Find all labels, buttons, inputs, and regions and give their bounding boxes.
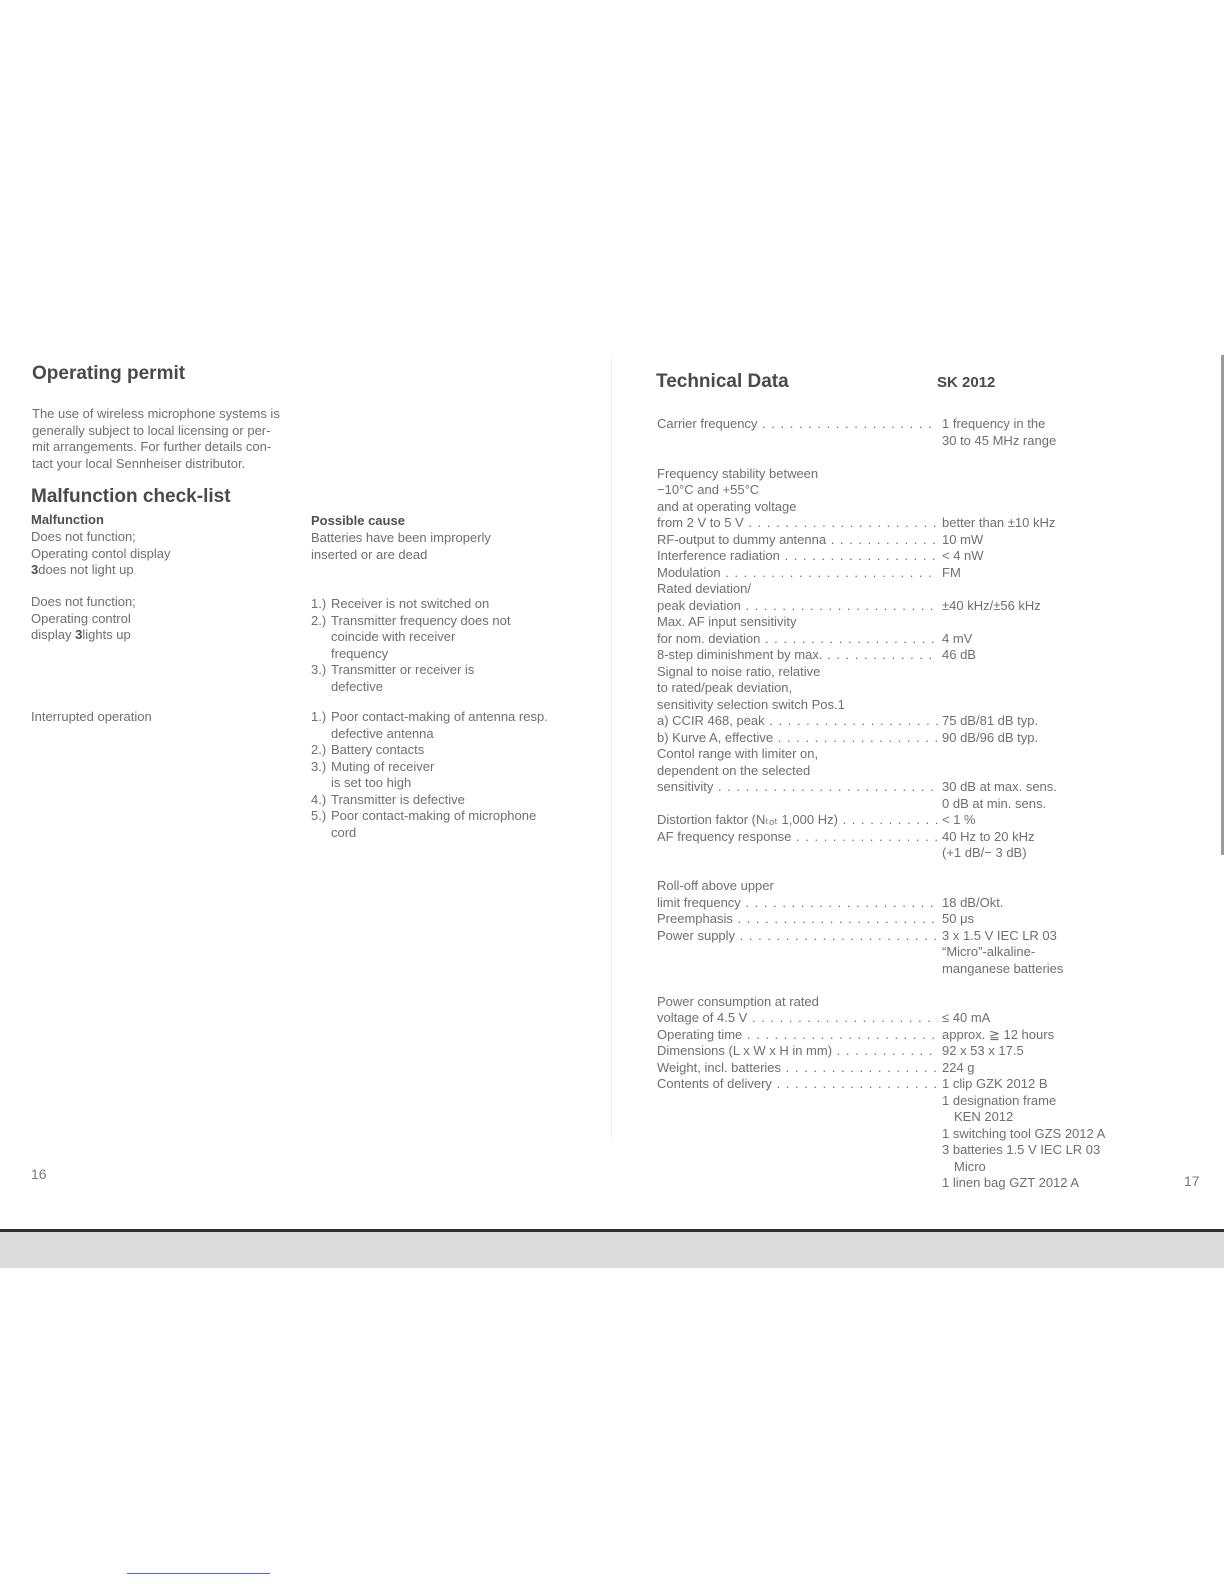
text-line (31, 627, 291, 644)
spec-label (657, 730, 938, 747)
spec-label-line: Preemphasis . . . (657, 911, 938, 928)
cause-list (311, 709, 581, 841)
spec-value-line: 1 frequency in the (942, 416, 1046, 431)
spec-value-line: 40 Hz to 20 kHz (942, 828, 1035, 844)
spacer-line (657, 796, 938, 813)
spec-row (657, 581, 1117, 614)
spec-value-line: 224 g (942, 1059, 975, 1075)
spec-value-line: 3 batteries 1.5 V IEC LR 03 (942, 1142, 1101, 1157)
spec-value (942, 1010, 1122, 1027)
spacer-line (657, 1093, 938, 1110)
spec-label-line: and at operating voltage (657, 498, 797, 514)
spec-value (942, 647, 1122, 664)
spec-label-line: Distortion faktor (Nₜₒₜ 1,000 Hz) . . . (657, 812, 938, 829)
spec-value-line: ≤ 40 mA (942, 1010, 991, 1025)
spacer-line (657, 1159, 938, 1176)
spec-value (942, 812, 1122, 829)
spec-label-line: Power consumption at rated (657, 993, 819, 1009)
page-number-left: 16 (31, 1166, 47, 1182)
text-line: Transmitter or receiver is (331, 662, 475, 677)
spacer-line (657, 944, 938, 961)
spec-value-line: 1 clip GZK 2012 B (942, 1076, 1048, 1091)
spec-label-line: AF frequency response . . . (657, 829, 938, 846)
spec-value (942, 532, 1122, 549)
spec-value (942, 895, 1122, 912)
malfunction-heading: Malfunction check-list (31, 486, 231, 507)
text-line: The use of wireless microphone systems is (32, 406, 280, 421)
spec-label (657, 1060, 938, 1077)
page-number-right: 17 (1184, 1173, 1200, 1189)
text-line: Interrupted operation (31, 709, 152, 724)
cause-item (311, 596, 581, 613)
spec-label (657, 466, 938, 532)
spec-label-line: Frequency stability between (657, 465, 819, 481)
cause-item (311, 759, 581, 792)
spec-row (657, 746, 1117, 812)
spec-row (657, 878, 1117, 911)
text-line: Muting of receiver (331, 758, 435, 774)
text-line: Poor contact-making of antenna resp. (331, 709, 548, 724)
spec-row (657, 466, 1117, 532)
cause-number: 3.) (311, 662, 327, 677)
spec-label (657, 994, 938, 1027)
spec-value-line: better than ±10 kHz (942, 515, 1056, 530)
spacer-line (657, 1175, 938, 1192)
cause-list (311, 596, 581, 695)
spec-value-line: 30 to 45 MHz range (942, 432, 1057, 448)
spec-value (942, 1076, 1122, 1192)
spec-row (657, 548, 1117, 565)
spec-value-line: 30 dB at max. sens. (942, 779, 1057, 794)
cause-item (311, 742, 581, 759)
spec-label-line: sensitivity . . . (657, 779, 938, 796)
spec-value-line: Micro (954, 1158, 986, 1174)
spec-label-line: dependent on the selected (657, 762, 811, 778)
operating-permit-text (32, 406, 322, 472)
spec-value (942, 548, 1122, 565)
spec-value-line: 50 μs (942, 911, 975, 926)
spec-value-line: 18 dB/Okt. (942, 894, 1004, 910)
spec-value (942, 416, 1122, 449)
spec-value-line: approx. ≧ 12 hours (942, 1026, 1055, 1042)
spec-value (942, 1060, 1122, 1077)
spacer-line (657, 961, 938, 978)
text-line: cord (331, 824, 357, 840)
spec-value (942, 911, 1122, 928)
spec-label (657, 416, 938, 449)
spec-row (657, 647, 1117, 664)
cause-item (311, 792, 581, 809)
spec-label (657, 532, 938, 549)
spec-label (657, 878, 938, 911)
spec-value-line: < 1 % (942, 812, 976, 827)
spec-label-line: Modulation . . . (657, 565, 938, 582)
spacer-line (657, 433, 938, 450)
text-line: Transmitter frequency does not (331, 612, 511, 628)
spec-value-line: (+1 dB/− 3 dB) (942, 845, 1027, 860)
cause-entry (311, 530, 571, 563)
technical-data-heading: Technical Data (656, 371, 789, 392)
spacer-line (657, 1109, 938, 1126)
text-line: Transmitter is defective (331, 791, 465, 807)
spec-value-line: 1 designation frame (942, 1092, 1057, 1108)
spec-label (657, 1027, 938, 1044)
spec-table (657, 416, 1117, 1192)
text-line: frequency (331, 645, 389, 661)
text-line: inserted or are dead (311, 546, 428, 562)
spec-label-line: Power supply . . . (657, 928, 938, 945)
text-line: Operating control (31, 610, 131, 626)
text-line: Operating contol display (31, 545, 171, 561)
spec-label-line: limit frequency . . . (657, 895, 938, 912)
scan-background-band (0, 1232, 1224, 1268)
spec-value-line: < 4 nW (942, 548, 984, 563)
cause-column-heading: Possible cause (311, 513, 405, 528)
cause-number: 3.) (311, 758, 327, 774)
spec-value-line: 1 linen bag GZT 2012 A (942, 1175, 1080, 1190)
spec-row (657, 565, 1117, 582)
spec-row (657, 1076, 1117, 1192)
spacer-line (657, 1142, 938, 1159)
spec-value (942, 631, 1122, 648)
spec-label-line: Interference radiation . . . (657, 548, 938, 565)
spec-label-line: Signal to noise ratio, relative (657, 663, 821, 679)
spec-value-line: 90 dB/96 dB typ. (942, 729, 1039, 745)
spec-value-line: 46 dB (942, 647, 976, 662)
spec-value-line: “Micro”-alkaline- (942, 944, 1036, 959)
spec-label-line: sensitivity selection switch Pos.1 (657, 696, 845, 712)
spec-label (657, 812, 938, 829)
spec-label (657, 565, 938, 582)
spec-value (942, 1043, 1122, 1060)
spec-value (942, 565, 1122, 582)
spec-label-line: Max. AF input sensitivity (657, 614, 797, 629)
spec-value (942, 598, 1122, 615)
spec-value-line: 1 switching tool GZS 2012 A (942, 1125, 1106, 1141)
text-line: is set too high (331, 775, 412, 790)
malfunction-entry (31, 529, 291, 579)
spec-label-line: to rated/peak deviation, (657, 680, 793, 695)
spec-label-line: Operating time . . . (657, 1027, 938, 1044)
spec-row (657, 1027, 1117, 1044)
spec-label (657, 581, 938, 614)
cause-number: 4.) (311, 791, 327, 807)
text-line: Poor contact-making of microphone (331, 808, 537, 823)
text-line: mit arrangements. For further details con- (32, 439, 272, 454)
spec-label (657, 1076, 938, 1192)
spec-row (657, 812, 1117, 829)
spec-label-line: Roll-off above upper (657, 878, 774, 893)
malfunction-column-heading: Malfunction (31, 512, 104, 527)
text-span: does not light up (38, 562, 134, 577)
cause-number: 1.) (311, 596, 327, 611)
spec-label (657, 647, 938, 664)
text-line (31, 562, 291, 579)
spec-value (942, 515, 1122, 532)
spec-label (657, 746, 938, 812)
display-number: 3 (75, 627, 83, 642)
spec-label-line: peak deviation . . . (657, 598, 938, 615)
page-gutter (611, 358, 612, 1138)
spec-value (942, 730, 1122, 747)
spec-value-line: KEN 2012 (954, 1109, 1014, 1124)
spec-label (657, 664, 938, 730)
spec-label-line: RF-output to dummy antenna . . . (657, 532, 938, 549)
spec-label-line: Rated deviation/ (657, 581, 751, 596)
spec-label-line: for nom. deviation . . . (657, 631, 938, 648)
spec-row (657, 664, 1117, 730)
spacer-line (657, 845, 938, 862)
spec-label (657, 911, 938, 928)
cause-number: 5.) (311, 808, 327, 823)
spec-value-line: 75 dB/81 dB typ. (942, 713, 1039, 728)
text-line: Does not function; (31, 594, 136, 609)
malfunction-entry (31, 594, 291, 644)
spec-label (657, 1043, 938, 1060)
model-label: SK 2012 (937, 374, 996, 391)
spec-row (657, 416, 1117, 449)
spec-row (657, 614, 1117, 647)
text-line: defective antenna (331, 725, 434, 741)
spec-value-line: 10 mW (942, 531, 984, 547)
spec-label-line: Carrier frequency . . . (657, 416, 938, 433)
spec-label (657, 548, 938, 565)
spec-row (657, 1060, 1117, 1077)
operating-permit-heading: Operating permit (32, 363, 186, 384)
text-line: Receiver is not switched on (331, 596, 490, 611)
text-span: lights up (82, 627, 131, 642)
cause-number: 2.) (311, 742, 327, 757)
spec-row (657, 994, 1117, 1027)
spacer-line (657, 1126, 938, 1143)
spec-value (942, 928, 1122, 978)
spec-label-line: b) Kurve A, effective . . . (657, 730, 938, 747)
spec-value (942, 829, 1122, 862)
display-number: 3 (31, 562, 39, 577)
spec-value-line: FM (942, 564, 961, 580)
spec-value (942, 713, 1122, 730)
cause-number: 1.) (311, 709, 327, 724)
spec-value-line: ±40 kHz/±56 kHz (942, 597, 1041, 613)
spec-value-line: 92 x 53 x 17.5 (942, 1043, 1024, 1058)
spec-label (657, 614, 938, 647)
spec-label-line: −10°C and +55°C (657, 482, 760, 497)
text-span: display (31, 627, 76, 642)
text-line: coincide with receiver (331, 629, 456, 644)
link-underline (127, 1573, 270, 1574)
spec-value-line: manganese batteries (942, 960, 1064, 976)
spec-value-line: 3 x 1.5 V IEC LR 03 (942, 927, 1057, 943)
spec-value (942, 779, 1122, 812)
spec-label (657, 829, 938, 862)
spec-row (657, 928, 1117, 978)
spec-label-line: 8-step diminishment by max. . . . (657, 647, 938, 664)
spec-label-line: Contol range with limiter on, (657, 746, 819, 761)
text-line: tact your local Sennheiser distributor. (32, 455, 246, 471)
spec-label-line: Dimensions (L x W x H in mm) . . . (657, 1043, 938, 1060)
spec-row (657, 1043, 1117, 1060)
text-line: Battery contacts (331, 742, 425, 757)
spec-row (657, 829, 1117, 862)
spec-row (657, 911, 1117, 928)
cause-item (311, 808, 581, 841)
cause-item (311, 613, 581, 663)
spec-value (942, 1027, 1122, 1044)
cause-number: 2.) (311, 612, 327, 628)
cause-item (311, 662, 581, 695)
text-line: Does not function; (31, 529, 136, 544)
spec-label (657, 928, 938, 978)
text-line: Batteries have been improperly (311, 530, 491, 545)
spec-value-line: 4 mV (942, 630, 973, 646)
spec-label-line: from 2 V to 5 V . . . (657, 515, 938, 532)
malfunction-entry (31, 709, 291, 726)
spec-row (657, 730, 1117, 747)
spec-label-line: Contents of delivery . . . (657, 1076, 938, 1093)
spec-label-line: a) CCIR 468, peak . . . (657, 713, 938, 730)
spec-label-line: Weight, incl. batteries . . . (657, 1060, 938, 1077)
text-line: generally subject to local licensing or per- (32, 422, 271, 438)
spec-value-line: 0 dB at min. sens. (942, 795, 1047, 811)
spec-row (657, 532, 1117, 549)
text-line: defective (331, 678, 384, 694)
spec-label-line: voltage of 4.5 V . . . (657, 1010, 938, 1027)
cause-item (311, 709, 581, 742)
